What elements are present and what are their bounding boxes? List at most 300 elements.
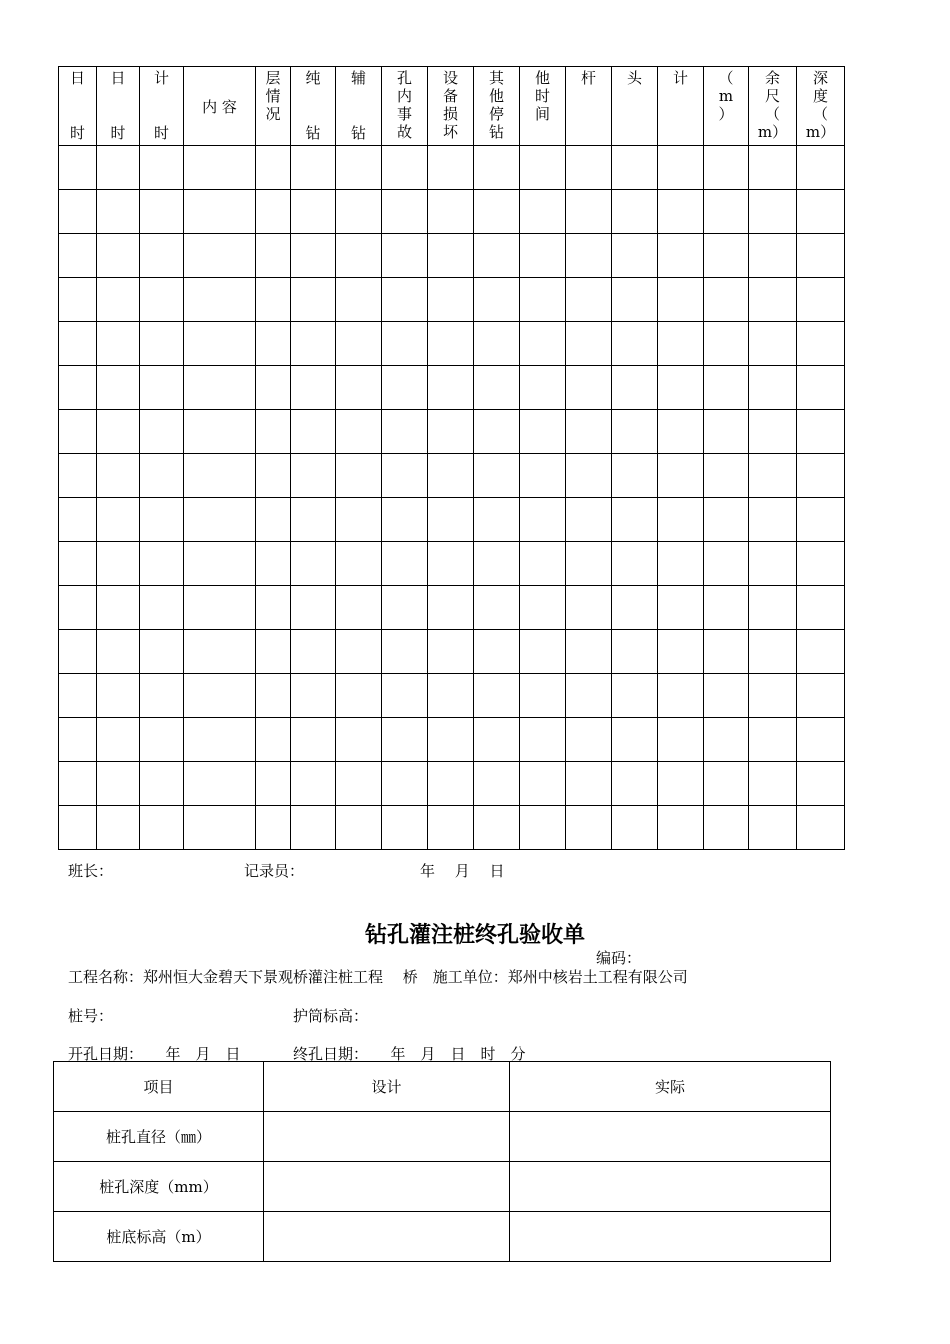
- log-cell[interactable]: [336, 366, 382, 410]
- log-cell[interactable]: [474, 322, 520, 366]
- log-cell[interactable]: [566, 542, 612, 586]
- log-cell[interactable]: [704, 322, 749, 366]
- log-cell[interactable]: [382, 674, 428, 718]
- log-cell[interactable]: [59, 718, 97, 762]
- log-cell[interactable]: [184, 454, 256, 498]
- log-cell[interactable]: [612, 498, 658, 542]
- log-cell[interactable]: [658, 542, 704, 586]
- log-cell[interactable]: [658, 190, 704, 234]
- log-cell[interactable]: [97, 542, 140, 586]
- log-cell[interactable]: [520, 278, 566, 322]
- acceptance-value-cell[interactable]: [264, 1212, 510, 1262]
- log-cell[interactable]: [97, 454, 140, 498]
- log-cell[interactable]: [336, 718, 382, 762]
- log-cell[interactable]: [612, 410, 658, 454]
- header-text: 尺: [764, 87, 780, 105]
- log-cell[interactable]: [612, 454, 658, 498]
- log-cell[interactable]: [59, 454, 97, 498]
- log-cell[interactable]: [749, 410, 797, 454]
- log-cell[interactable]: [749, 146, 797, 190]
- log-cell[interactable]: [612, 542, 658, 586]
- log-cell[interactable]: [382, 762, 428, 806]
- log-cell[interactable]: [749, 234, 797, 278]
- log-cell[interactable]: [336, 190, 382, 234]
- log-cell[interactable]: [140, 498, 184, 542]
- log-cell[interactable]: [184, 586, 256, 630]
- log-cell[interactable]: [520, 806, 566, 850]
- log-cell[interactable]: [140, 762, 184, 806]
- log-cell[interactable]: [256, 762, 291, 806]
- log-cell[interactable]: [336, 674, 382, 718]
- log-cell[interactable]: [291, 762, 336, 806]
- log-cell[interactable]: [566, 190, 612, 234]
- log-cell[interactable]: [658, 278, 704, 322]
- log-cell[interactable]: [749, 718, 797, 762]
- log-cell[interactable]: [520, 146, 566, 190]
- log-cell[interactable]: [256, 366, 291, 410]
- header-text: 内 容: [202, 97, 237, 116]
- log-cell[interactable]: [59, 586, 97, 630]
- log-cell[interactable]: [749, 454, 797, 498]
- log-cell[interactable]: [291, 146, 336, 190]
- log-cell[interactable]: [291, 542, 336, 586]
- pile-number-label: 桩号：: [68, 1007, 114, 1025]
- log-cell[interactable]: [658, 366, 704, 410]
- log-cell[interactable]: [474, 806, 520, 850]
- log-header-cell: [428, 67, 474, 146]
- log-cell[interactable]: [184, 630, 256, 674]
- log-cell[interactable]: [797, 146, 845, 190]
- log-cell[interactable]: [520, 322, 566, 366]
- log-cell[interactable]: [382, 806, 428, 850]
- log-cell[interactable]: [59, 410, 97, 454]
- log-cell[interactable]: [797, 234, 845, 278]
- form-title: 钻孔灌注桩终孔验收单: [364, 923, 585, 948]
- log-cell[interactable]: [658, 674, 704, 718]
- log-cell[interactable]: [140, 454, 184, 498]
- log-cell[interactable]: [658, 322, 704, 366]
- log-cell[interactable]: [382, 586, 428, 630]
- acceptance-item-label: 桩孔深度（mm）: [54, 1162, 264, 1212]
- log-cell[interactable]: [256, 278, 291, 322]
- log-cell[interactable]: [704, 586, 749, 630]
- log-cell[interactable]: [520, 190, 566, 234]
- log-cell[interactable]: [59, 146, 97, 190]
- log-cell[interactable]: [797, 674, 845, 718]
- log-cell[interactable]: [520, 762, 566, 806]
- log-cell[interactable]: [256, 190, 291, 234]
- log-cell[interactable]: [97, 674, 140, 718]
- log-cell[interactable]: [474, 146, 520, 190]
- log-cell[interactable]: [658, 718, 704, 762]
- log-cell[interactable]: [59, 674, 97, 718]
- header-text: 辅: [350, 69, 366, 87]
- log-cell[interactable]: [140, 278, 184, 322]
- log-cell[interactable]: [612, 806, 658, 850]
- log-cell[interactable]: [291, 322, 336, 366]
- log-cell[interactable]: [797, 278, 845, 322]
- log-cell[interactable]: [184, 718, 256, 762]
- log-cell[interactable]: [97, 366, 140, 410]
- log-cell[interactable]: [428, 234, 474, 278]
- log-cell[interactable]: [291, 806, 336, 850]
- log-cell[interactable]: [336, 806, 382, 850]
- log-cell[interactable]: [474, 630, 520, 674]
- log-cell[interactable]: [520, 718, 566, 762]
- log-cell[interactable]: [184, 674, 256, 718]
- log-cell[interactable]: [291, 630, 336, 674]
- log-cell[interactable]: [658, 410, 704, 454]
- log-cell[interactable]: [474, 674, 520, 718]
- log-cell[interactable]: [704, 454, 749, 498]
- log-cell[interactable]: [256, 542, 291, 586]
- log-cell[interactable]: [184, 190, 256, 234]
- log-cell[interactable]: [520, 410, 566, 454]
- log-cell[interactable]: [704, 674, 749, 718]
- log-cell[interactable]: [797, 190, 845, 234]
- log-cell[interactable]: [566, 806, 612, 850]
- log-cell[interactable]: [256, 146, 291, 190]
- log-cell[interactable]: [612, 190, 658, 234]
- log-cell[interactable]: [428, 542, 474, 586]
- log-cell[interactable]: [184, 498, 256, 542]
- end-date-label: 终孔日期： 年 月 日 时 分: [293, 1045, 526, 1063]
- log-cell[interactable]: [797, 806, 845, 850]
- acceptance-value-cell[interactable]: [264, 1162, 510, 1212]
- log-cell[interactable]: [612, 366, 658, 410]
- log-cell[interactable]: [382, 630, 428, 674]
- log-cell[interactable]: [382, 234, 428, 278]
- log-cell[interactable]: [97, 718, 140, 762]
- log-cell[interactable]: [428, 498, 474, 542]
- log-cell[interactable]: [140, 146, 184, 190]
- header-text: 计: [672, 69, 688, 87]
- log-cell[interactable]: [658, 498, 704, 542]
- header-text: 头: [626, 69, 642, 87]
- log-cell[interactable]: [140, 190, 184, 234]
- log-cell[interactable]: [140, 674, 184, 718]
- log-cell[interactable]: [797, 542, 845, 586]
- log-cell[interactable]: [140, 542, 184, 586]
- log-cell[interactable]: [336, 762, 382, 806]
- log-cell[interactable]: [428, 410, 474, 454]
- log-cell[interactable]: [140, 586, 184, 630]
- log-cell[interactable]: [184, 278, 256, 322]
- log-cell[interactable]: [59, 806, 97, 850]
- log-cell[interactable]: [291, 190, 336, 234]
- log-cell[interactable]: [382, 190, 428, 234]
- log-cell[interactable]: [382, 366, 428, 410]
- log-cell[interactable]: [59, 366, 97, 410]
- log-cell[interactable]: [612, 674, 658, 718]
- log-cell[interactable]: [256, 586, 291, 630]
- header-text: 层: [265, 69, 281, 87]
- header-text: 时: [69, 124, 85, 142]
- log-cell[interactable]: [704, 366, 749, 410]
- log-cell[interactable]: [566, 410, 612, 454]
- log-cell[interactable]: [749, 586, 797, 630]
- log-cell[interactable]: [382, 718, 428, 762]
- log-cell[interactable]: [140, 410, 184, 454]
- log-cell[interactable]: [797, 586, 845, 630]
- log-cell[interactable]: [59, 278, 97, 322]
- log-cell[interactable]: [428, 278, 474, 322]
- log-cell[interactable]: [520, 366, 566, 410]
- log-cell[interactable]: [140, 806, 184, 850]
- log-cell[interactable]: [140, 718, 184, 762]
- log-cell[interactable]: [256, 322, 291, 366]
- log-cell[interactable]: [59, 630, 97, 674]
- log-cell[interactable]: [704, 498, 749, 542]
- log-cell[interactable]: [566, 234, 612, 278]
- log-cell[interactable]: [256, 498, 291, 542]
- table-row: [54, 1212, 831, 1262]
- log-cell[interactable]: [428, 146, 474, 190]
- log-cell[interactable]: [184, 762, 256, 806]
- acceptance-value-cell[interactable]: [510, 1212, 831, 1262]
- log-cell[interactable]: [184, 146, 256, 190]
- log-cell[interactable]: [612, 630, 658, 674]
- log-cell[interactable]: [428, 806, 474, 850]
- log-cell[interactable]: [749, 322, 797, 366]
- log-cell[interactable]: [797, 454, 845, 498]
- log-cell[interactable]: [474, 718, 520, 762]
- log-cell[interactable]: [704, 806, 749, 850]
- log-cell[interactable]: [97, 410, 140, 454]
- log-cell[interactable]: [59, 498, 97, 542]
- log-cell[interactable]: [704, 542, 749, 586]
- log-cell[interactable]: [474, 410, 520, 454]
- log-cell[interactable]: [428, 454, 474, 498]
- log-cell[interactable]: [428, 762, 474, 806]
- log-cell[interactable]: [566, 630, 612, 674]
- log-cell[interactable]: [291, 234, 336, 278]
- log-cell[interactable]: [612, 322, 658, 366]
- log-cell[interactable]: [658, 586, 704, 630]
- log-cell[interactable]: [520, 674, 566, 718]
- log-cell[interactable]: [291, 498, 336, 542]
- log-cell[interactable]: [336, 322, 382, 366]
- log-cell[interactable]: [704, 234, 749, 278]
- log-cell[interactable]: [520, 542, 566, 586]
- log-cell[interactable]: [428, 190, 474, 234]
- log-cell[interactable]: [336, 630, 382, 674]
- log-cell[interactable]: [428, 366, 474, 410]
- log-cell[interactable]: [704, 718, 749, 762]
- log-cell[interactable]: [704, 410, 749, 454]
- acceptance-value-cell[interactable]: [264, 1112, 510, 1162]
- log-cell[interactable]: [520, 630, 566, 674]
- log-cell[interactable]: [658, 762, 704, 806]
- log-cell[interactable]: [749, 366, 797, 410]
- log-cell[interactable]: [59, 542, 97, 586]
- log-cell[interactable]: [566, 718, 612, 762]
- log-cell[interactable]: [382, 454, 428, 498]
- header-text: 其: [488, 69, 504, 87]
- log-cell[interactable]: [520, 234, 566, 278]
- acceptance-value-cell[interactable]: [510, 1162, 831, 1212]
- log-cell[interactable]: [291, 410, 336, 454]
- log-cell[interactable]: [474, 762, 520, 806]
- log-cell[interactable]: [184, 234, 256, 278]
- log-cell[interactable]: [797, 630, 845, 674]
- log-cell[interactable]: [704, 630, 749, 674]
- log-cell[interactable]: [704, 762, 749, 806]
- log-cell[interactable]: [382, 410, 428, 454]
- log-cell[interactable]: [184, 322, 256, 366]
- log-cell[interactable]: [291, 454, 336, 498]
- log-cell[interactable]: [520, 498, 566, 542]
- log-cell[interactable]: [428, 322, 474, 366]
- log-cell[interactable]: [97, 586, 140, 630]
- log-cell[interactable]: [749, 190, 797, 234]
- log-cell[interactable]: [566, 146, 612, 190]
- log-cell[interactable]: [428, 586, 474, 630]
- log-cell[interactable]: [566, 322, 612, 366]
- log-cell[interactable]: [749, 542, 797, 586]
- log-cell[interactable]: [749, 630, 797, 674]
- log-cell[interactable]: [256, 454, 291, 498]
- log-cell[interactable]: [59, 190, 97, 234]
- log-cell[interactable]: [797, 366, 845, 410]
- log-cell[interactable]: [256, 234, 291, 278]
- log-cell[interactable]: [336, 542, 382, 586]
- log-cell[interactable]: [184, 542, 256, 586]
- log-cell[interactable]: [140, 630, 184, 674]
- log-cell[interactable]: [704, 146, 749, 190]
- log-cell[interactable]: [566, 278, 612, 322]
- log-cell[interactable]: [749, 762, 797, 806]
- log-cell[interactable]: [97, 190, 140, 234]
- log-cell[interactable]: [474, 498, 520, 542]
- log-cell[interactable]: [704, 278, 749, 322]
- log-cell[interactable]: [336, 586, 382, 630]
- log-cell[interactable]: [612, 278, 658, 322]
- log-cell[interactable]: [291, 366, 336, 410]
- log-cell[interactable]: [658, 630, 704, 674]
- log-cell[interactable]: [382, 322, 428, 366]
- log-cell[interactable]: [97, 322, 140, 366]
- log-cell[interactable]: [97, 146, 140, 190]
- log-cell[interactable]: [797, 322, 845, 366]
- log-header-cell: [256, 67, 291, 146]
- table-row: [59, 454, 845, 498]
- log-cell[interactable]: [97, 234, 140, 278]
- log-cell[interactable]: [474, 586, 520, 630]
- log-cell[interactable]: [612, 146, 658, 190]
- log-cell[interactable]: [336, 234, 382, 278]
- log-cell[interactable]: [797, 762, 845, 806]
- log-cell[interactable]: [658, 454, 704, 498]
- log-cell[interactable]: [336, 454, 382, 498]
- log-cell[interactable]: [97, 630, 140, 674]
- log-cell[interactable]: [658, 234, 704, 278]
- log-cell[interactable]: [97, 278, 140, 322]
- header-text: [749, 143, 796, 145]
- log-cell[interactable]: [797, 410, 845, 454]
- log-cell[interactable]: [291, 674, 336, 718]
- log-cell[interactable]: [97, 806, 140, 850]
- log-cell[interactable]: [566, 674, 612, 718]
- log-cell[interactable]: [184, 410, 256, 454]
- log-cell[interactable]: [428, 630, 474, 674]
- log-cell[interactable]: [59, 234, 97, 278]
- log-cell[interactable]: [474, 190, 520, 234]
- log-cell[interactable]: [59, 322, 97, 366]
- log-cell[interactable]: [97, 498, 140, 542]
- log-cell[interactable]: [474, 454, 520, 498]
- log-cell[interactable]: [256, 630, 291, 674]
- log-cell[interactable]: [428, 674, 474, 718]
- log-cell[interactable]: [566, 454, 612, 498]
- log-cell[interactable]: [256, 674, 291, 718]
- log-cell[interactable]: [658, 806, 704, 850]
- log-cell[interactable]: [291, 586, 336, 630]
- log-cell[interactable]: [566, 762, 612, 806]
- log-cell[interactable]: [256, 806, 291, 850]
- log-cell[interactable]: [749, 278, 797, 322]
- header-text: 杆: [580, 69, 596, 87]
- log-cell[interactable]: [566, 586, 612, 630]
- log-cell[interactable]: [749, 806, 797, 850]
- log-cell[interactable]: [184, 366, 256, 410]
- log-cell[interactable]: [97, 762, 140, 806]
- log-cell[interactable]: [140, 234, 184, 278]
- log-cell[interactable]: [474, 234, 520, 278]
- log-cell[interactable]: [59, 762, 97, 806]
- log-cell[interactable]: [520, 454, 566, 498]
- log-cell[interactable]: [474, 366, 520, 410]
- log-cell[interactable]: [291, 278, 336, 322]
- log-cell[interactable]: [474, 278, 520, 322]
- acceptance-value-cell[interactable]: [510, 1112, 831, 1162]
- log-cell[interactable]: [336, 146, 382, 190]
- log-cell[interactable]: [797, 718, 845, 762]
- log-cell[interactable]: [336, 498, 382, 542]
- log-cell[interactable]: [382, 542, 428, 586]
- log-cell[interactable]: [291, 718, 336, 762]
- log-cell[interactable]: [612, 586, 658, 630]
- log-cell[interactable]: [428, 718, 474, 762]
- log-cell[interactable]: [336, 278, 382, 322]
- log-cell[interactable]: [382, 278, 428, 322]
- log-cell[interactable]: [566, 498, 612, 542]
- log-cell[interactable]: [612, 234, 658, 278]
- log-cell[interactable]: [520, 586, 566, 630]
- header-text: [612, 143, 657, 145]
- log-cell[interactable]: [474, 542, 520, 586]
- log-header-cell: [59, 67, 97, 146]
- log-cell[interactable]: [382, 146, 428, 190]
- log-cell[interactable]: [336, 410, 382, 454]
- header-text: 纯: [305, 69, 321, 87]
- log-cell[interactable]: [704, 190, 749, 234]
- table-row: [59, 322, 845, 366]
- log-cell[interactable]: [749, 498, 797, 542]
- log-cell[interactable]: [612, 718, 658, 762]
- log-cell[interactable]: [749, 674, 797, 718]
- log-cell[interactable]: [612, 762, 658, 806]
- log-cell[interactable]: [382, 498, 428, 542]
- log-cell[interactable]: [566, 366, 612, 410]
- log-cell[interactable]: [184, 806, 256, 850]
- log-cell[interactable]: [658, 146, 704, 190]
- log-cell[interactable]: [256, 718, 291, 762]
- log-cell[interactable]: [797, 498, 845, 542]
- log-cell[interactable]: [256, 410, 291, 454]
- log-cell[interactable]: [140, 366, 184, 410]
- log-cell[interactable]: [140, 322, 184, 366]
